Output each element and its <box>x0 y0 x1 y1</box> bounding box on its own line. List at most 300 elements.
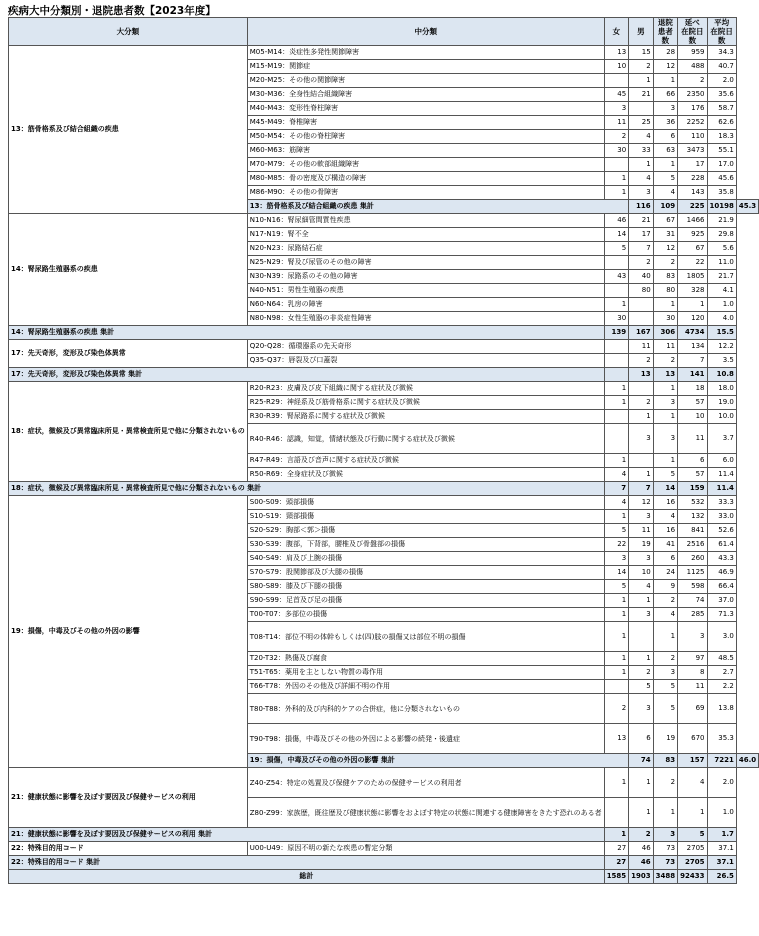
total-days-cell: 110 <box>678 130 707 144</box>
male-count-cell: 109 <box>653 200 677 214</box>
discharged-count-cell: 28 <box>653 46 677 60</box>
mid-category-cell: N25-N29：腎及び尿管のその他の障害 <box>247 256 604 270</box>
female-count-cell <box>604 74 628 88</box>
mid-category-cell: N10-N16：腎尿細管間質性疾患 <box>247 214 604 228</box>
male-count-cell: 3 <box>629 424 653 454</box>
total-days-cell: 598 <box>678 580 707 594</box>
male-count-cell: 1 <box>629 158 653 172</box>
total-days-cell: 4 <box>678 768 707 798</box>
average-days-cell: 10.8 <box>707 368 736 382</box>
female-count-cell: 22 <box>604 538 628 552</box>
female-count-cell: 1 <box>604 594 628 608</box>
male-count-cell: 17 <box>629 228 653 242</box>
female-count-cell <box>604 354 628 368</box>
male-count-cell: 33 <box>629 144 653 158</box>
total-days-cell: 69 <box>678 694 707 724</box>
average-days-cell: 71.3 <box>707 608 736 622</box>
average-days-cell: 37.0 <box>707 594 736 608</box>
average-days-cell: 11.4 <box>707 468 736 482</box>
average-days-cell: 33.3 <box>707 496 736 510</box>
major-category-cell: 21：健康状態に影響を及ぼす要因及び保健サービスの利用 <box>9 768 248 828</box>
female-count-cell: 116 <box>629 200 653 214</box>
mid-category-cell: R47-R49：言語及び音声に関する症状及び徴候 <box>247 454 604 468</box>
female-count-cell: 7 <box>604 482 628 496</box>
header-major-category: 大分類 <box>9 18 248 46</box>
male-count-cell: 46 <box>629 842 653 856</box>
subtotal-label: 21：健康状態に影響を及ぼす要因及び保健サービスの利用 集計 <box>9 828 605 842</box>
female-count-cell <box>604 680 628 694</box>
discharged-count-cell: 5 <box>653 694 677 724</box>
female-count-cell: 2 <box>604 130 628 144</box>
mid-category-cell: Q20-Q28：循環器系の先天奇形 <box>247 340 604 354</box>
table-row <box>9 214 759 228</box>
female-count-cell: 5 <box>604 242 628 256</box>
female-count-cell: 5 <box>604 580 628 594</box>
total-days-cell: 532 <box>678 496 707 510</box>
total-days-cell: 10198 <box>707 200 736 214</box>
average-days-cell: 55.1 <box>707 144 736 158</box>
mid-category-cell: Z80-Z99：家族歴，既往歴及び健康状態に影響をおよぼす特定の状態に関連する健康障害をきたす恐れのある者 <box>247 798 604 828</box>
discharged-count-cell: 31 <box>653 228 677 242</box>
total-days-cell: 8 <box>678 666 707 680</box>
female-count-cell: 1 <box>604 652 628 666</box>
female-count-cell: 1 <box>604 298 628 312</box>
total-days-cell: 2705 <box>678 856 707 870</box>
female-count-cell: 27 <box>604 856 628 870</box>
total-days-cell: 959 <box>678 46 707 60</box>
discharged-count-cell: 3488 <box>653 870 677 884</box>
total-days-cell: 2 <box>678 74 707 88</box>
header-row <box>9 18 759 46</box>
average-days-cell: 35.8 <box>707 186 736 200</box>
discharged-count-cell: 157 <box>678 754 707 768</box>
male-count-cell: 11 <box>629 340 653 354</box>
average-days-cell: 21.9 <box>707 214 736 228</box>
total-days-cell: 228 <box>678 172 707 186</box>
male-count-cell: 7 <box>629 482 653 496</box>
male-count-cell: 2 <box>629 354 653 368</box>
female-count-cell: 30 <box>604 312 628 326</box>
major-category-cell: 14：腎尿路生殖器系の疾患 <box>9 214 248 326</box>
mid-category-cell: M60-M63：筋障害 <box>247 144 604 158</box>
discharged-count-cell: 63 <box>653 144 677 158</box>
total-days-cell: 10 <box>678 410 707 424</box>
total-days-cell: 97 <box>678 652 707 666</box>
average-days-cell: 35.3 <box>707 724 736 754</box>
mid-category-cell: M40-M43：変形性脊柱障害 <box>247 102 604 116</box>
mid-category-cell: S30-S39：腹部，下背部，腰椎及び骨盤部の損傷 <box>247 538 604 552</box>
average-days-cell: 2.0 <box>707 768 736 798</box>
female-count-cell: 10 <box>604 60 628 74</box>
mid-category-cell: S80-S89：膝及び下腿の損傷 <box>247 580 604 594</box>
female-count-cell: 3 <box>604 102 628 116</box>
discharged-count-cell: 2 <box>653 354 677 368</box>
female-count-cell: 1585 <box>604 870 628 884</box>
average-days-cell: 37.1 <box>707 842 736 856</box>
total-days-cell: 17 <box>678 158 707 172</box>
average-days-cell: 1.7 <box>707 828 736 842</box>
discharged-count-cell: 2 <box>653 652 677 666</box>
average-days-cell: 26.5 <box>707 870 736 884</box>
total-days-cell: 176 <box>678 102 707 116</box>
average-days-cell: 35.6 <box>707 88 736 102</box>
average-days-cell: 61.4 <box>707 538 736 552</box>
discharged-count-cell: 3 <box>653 424 677 454</box>
average-days-cell: 13.8 <box>707 694 736 724</box>
female-count-cell <box>604 256 628 270</box>
female-count-cell: 13 <box>604 724 628 754</box>
total-days-cell: 57 <box>678 396 707 410</box>
average-days-cell: 66.4 <box>707 580 736 594</box>
total-days-cell: 3 <box>678 622 707 652</box>
total-days-cell: 57 <box>678 468 707 482</box>
female-count-cell: 27 <box>604 842 628 856</box>
total-days-cell: 67 <box>678 242 707 256</box>
total-days-cell: 7221 <box>707 754 736 768</box>
total-days-cell: 6 <box>678 454 707 468</box>
mid-category-cell: T66-T78：外因のその他及び詳細不明の作用 <box>247 680 604 694</box>
average-days-cell: 18.0 <box>707 382 736 396</box>
female-count-cell: 11 <box>604 116 628 130</box>
discharged-count-cell: 36 <box>653 116 677 130</box>
female-count-cell: 1 <box>604 828 628 842</box>
female-count-cell <box>604 424 628 454</box>
mid-category-cell: R20-R23：皮膚及び皮下組織に関する症状及び徴候 <box>247 382 604 396</box>
male-count-cell: 83 <box>653 754 677 768</box>
discharged-count-cell: 16 <box>653 496 677 510</box>
discharged-count-cell: 1 <box>653 158 677 172</box>
major-category-cell: 13：筋骨格系及び結合組織の疾患 <box>9 46 248 214</box>
average-days-cell: 10.0 <box>707 410 736 424</box>
female-count-cell: 5 <box>604 524 628 538</box>
mid-category-cell: R30-R39：腎尿路系に関する症状及び徴候 <box>247 410 604 424</box>
mid-category-cell: N60-N64：乳房の障害 <box>247 298 604 312</box>
male-count-cell <box>629 312 653 326</box>
total-days-cell: 141 <box>678 368 707 382</box>
male-count-cell: 4 <box>629 172 653 186</box>
average-days-cell: 33.0 <box>707 510 736 524</box>
average-days-cell: 62.6 <box>707 116 736 130</box>
average-days-cell: 45.3 <box>736 200 758 214</box>
discharged-count-cell: 16 <box>653 524 677 538</box>
average-days-cell: 2.0 <box>707 74 736 88</box>
average-days-cell: 18.3 <box>707 130 736 144</box>
female-count-cell: 45 <box>604 88 628 102</box>
female-count-cell: 1 <box>604 608 628 622</box>
female-count-cell: 14 <box>604 228 628 242</box>
discharged-count-cell: 3 <box>653 666 677 680</box>
male-count-cell <box>629 382 653 396</box>
major-category-cell: 22：特殊目的用コード <box>9 842 248 856</box>
male-count-cell: 3 <box>629 608 653 622</box>
mid-category-cell: T00-T07：多部位の損傷 <box>247 608 604 622</box>
mid-category-cell: Q35-Q37：唇裂及び口蓋裂 <box>247 354 604 368</box>
discharged-count-cell: 306 <box>653 326 677 340</box>
male-count-cell: 2 <box>629 396 653 410</box>
subtotal-label: 13：筋骨格系及び結合組織の疾患 集計 <box>247 200 628 214</box>
average-days-cell: 43.3 <box>707 552 736 566</box>
total-days-cell: 134 <box>678 340 707 354</box>
average-days-cell: 11.0 <box>707 256 736 270</box>
total-days-cell: 1466 <box>678 214 707 228</box>
mid-category-cell: M20-M25：その他の関節障害 <box>247 74 604 88</box>
average-days-cell: 34.3 <box>707 46 736 60</box>
female-count-cell: 2 <box>604 694 628 724</box>
discharged-count-cell: 3 <box>653 828 677 842</box>
mid-category-cell: T51-T65：薬用を主としない物質の毒作用 <box>247 666 604 680</box>
female-count-cell: 1 <box>604 666 628 680</box>
discharged-count-cell: 1 <box>653 410 677 424</box>
subtotal-label: 17：先天奇形，変形及び染色体異常 集計 <box>9 368 605 382</box>
total-days-cell: 925 <box>678 228 707 242</box>
average-days-cell: 5.6 <box>707 242 736 256</box>
discharged-count-cell: 1 <box>653 382 677 396</box>
mid-category-cell: N40-N51：男性生殖器の疾患 <box>247 284 604 298</box>
female-count-cell: 139 <box>604 326 628 340</box>
male-count-cell: 5 <box>629 680 653 694</box>
male-count-cell <box>629 102 653 116</box>
mid-category-cell: M50-M54：その他の脊柱障害 <box>247 130 604 144</box>
total-days-cell: 132 <box>678 510 707 524</box>
subtotal-row <box>9 368 759 382</box>
average-days-cell: 11.4 <box>707 482 736 496</box>
discharged-count-cell: 80 <box>653 284 677 298</box>
discharge-table <box>8 17 759 884</box>
total-days-cell: 1805 <box>678 270 707 284</box>
mid-category-cell: M05-M14：炎症性多発性関節障害 <box>247 46 604 60</box>
male-count-cell: 7 <box>629 242 653 256</box>
discharged-count-cell: 3 <box>653 396 677 410</box>
mid-category-cell: U00-U49：原因不明の新たな疾患の暫定分類 <box>247 842 604 856</box>
male-count-cell <box>629 298 653 312</box>
table-row <box>9 340 759 354</box>
total-days-cell: 2350 <box>678 88 707 102</box>
total-days-cell: 3473 <box>678 144 707 158</box>
female-count-cell: 74 <box>629 754 653 768</box>
female-count-cell <box>604 284 628 298</box>
discharged-count-cell: 2 <box>653 256 677 270</box>
male-count-cell: 1903 <box>629 870 653 884</box>
mid-category-cell: R25-R29：神経系及び筋骨格系に関する症状及び徴候 <box>247 396 604 410</box>
male-count-cell <box>629 622 653 652</box>
total-days-cell: 285 <box>678 608 707 622</box>
average-days-cell: 2.2 <box>707 680 736 694</box>
mid-category-cell: T20-T32：熱傷及び腐食 <box>247 652 604 666</box>
discharged-count-cell: 11 <box>653 340 677 354</box>
male-count-cell: 4 <box>629 580 653 594</box>
female-count-cell: 1 <box>604 768 628 798</box>
male-count-cell: 3 <box>629 694 653 724</box>
total-days-cell: 159 <box>678 482 707 496</box>
header-average-days: 平均 在院日数 <box>707 18 736 46</box>
female-count-cell <box>604 340 628 354</box>
total-days-cell: 22 <box>678 256 707 270</box>
male-count-cell: 2 <box>629 666 653 680</box>
male-count-cell: 46 <box>629 856 653 870</box>
discharged-count-cell: 12 <box>653 60 677 74</box>
average-days-cell: 37.1 <box>707 856 736 870</box>
male-count-cell: 2 <box>629 256 653 270</box>
average-days-cell: 15.5 <box>707 326 736 340</box>
mid-category-cell: S10-S19：頸部損傷 <box>247 510 604 524</box>
discharged-count-cell: 6 <box>653 130 677 144</box>
discharged-count-cell: 67 <box>653 214 677 228</box>
male-count-cell: 1 <box>629 798 653 828</box>
mid-category-cell: M30-M36：全身性結合組織障害 <box>247 88 604 102</box>
major-category-cell: 18：症状，徴候及び異常臨床所見・異常検査所見で他に分類されないもの <box>9 382 248 482</box>
mid-category-cell: M15-M19：関節症 <box>247 60 604 74</box>
average-days-cell: 12.2 <box>707 340 736 354</box>
mid-category-cell: S00-S09：頭部損傷 <box>247 496 604 510</box>
discharged-count-cell: 2 <box>653 768 677 798</box>
female-count-cell: 1 <box>604 510 628 524</box>
discharged-count-cell: 3 <box>653 102 677 116</box>
header-female: 女 <box>604 18 628 46</box>
male-count-cell: 3 <box>629 552 653 566</box>
male-count-cell: 1 <box>629 768 653 798</box>
total-days-cell: 11 <box>678 680 707 694</box>
total-days-cell: 143 <box>678 186 707 200</box>
average-days-cell: 6.0 <box>707 454 736 468</box>
male-count-cell: 1 <box>629 410 653 424</box>
total-days-cell: 841 <box>678 524 707 538</box>
mid-category-cell: N17-N19：腎不全 <box>247 228 604 242</box>
total-days-cell: 7 <box>678 354 707 368</box>
male-count-cell: 13 <box>629 368 653 382</box>
mid-category-cell: S20-S29：胸部＜郭＞損傷 <box>247 524 604 538</box>
header-mid-category: 中分類 <box>247 18 604 46</box>
male-count-cell: 2 <box>629 828 653 842</box>
female-count-cell: 1 <box>604 382 628 396</box>
discharged-count-cell: 14 <box>653 482 677 496</box>
discharged-count-cell: 1 <box>653 798 677 828</box>
mid-category-cell: S90-S99：足首及び足の損傷 <box>247 594 604 608</box>
header-discharged: 退院 患者数 <box>653 18 677 46</box>
discharged-count-cell: 30 <box>653 312 677 326</box>
mid-category-cell: T80-T88：外科的及び内科的ケアの合併症，他に分類されないもの <box>247 694 604 724</box>
male-count-cell: 40 <box>629 270 653 284</box>
average-days-cell: 58.7 <box>707 102 736 116</box>
male-count-cell: 1 <box>629 468 653 482</box>
discharged-count-cell: 19 <box>653 724 677 754</box>
average-days-cell: 46.0 <box>736 754 758 768</box>
subtotal-label: 14：腎尿路生殖器系の疾患 集計 <box>9 326 605 340</box>
header-total-days: 延べ 在院日数 <box>678 18 707 46</box>
discharged-count-cell: 1 <box>653 454 677 468</box>
mid-category-cell: S70-S79：股関節部及び大腿の損傷 <box>247 566 604 580</box>
male-count-cell: 1 <box>629 74 653 88</box>
major-category-cell: 17：先天奇形，変形及び染色体異常 <box>9 340 248 368</box>
female-count-cell: 1 <box>604 172 628 186</box>
discharged-count-cell: 12 <box>653 242 677 256</box>
table-row <box>9 382 759 396</box>
discharged-count-cell: 66 <box>653 88 677 102</box>
mid-category-cell: Z40-Z54：特定の処置及び保健ケアのための保健サービスの利用者 <box>247 768 604 798</box>
average-days-cell: 45.6 <box>707 172 736 186</box>
mid-category-cell: M70-M79：その他の軟部組織障害 <box>247 158 604 172</box>
average-days-cell: 19.0 <box>707 396 736 410</box>
average-days-cell: 17.0 <box>707 158 736 172</box>
mid-category-cell: N80-N98：女性生殖器の非炎症性障害 <box>247 312 604 326</box>
female-count-cell <box>604 410 628 424</box>
male-count-cell: 19 <box>629 538 653 552</box>
male-count-cell: 3 <box>629 510 653 524</box>
male-count-cell: 21 <box>629 214 653 228</box>
male-count-cell <box>629 454 653 468</box>
mid-category-cell: M45-M49：脊椎障害 <box>247 116 604 130</box>
table-body <box>9 46 759 884</box>
male-count-cell: 11 <box>629 524 653 538</box>
male-count-cell: 3 <box>629 186 653 200</box>
total-days-cell: 670 <box>678 724 707 754</box>
average-days-cell: 3.7 <box>707 424 736 454</box>
subtotal-row <box>9 326 759 340</box>
discharged-count-cell: 73 <box>653 842 677 856</box>
total-days-cell: 5 <box>678 828 707 842</box>
female-count-cell: 4 <box>604 468 628 482</box>
table-row <box>9 496 759 510</box>
female-count-cell: 4 <box>604 496 628 510</box>
male-count-cell: 80 <box>629 284 653 298</box>
discharged-count-cell: 6 <box>653 552 677 566</box>
discharged-count-cell: 5 <box>653 172 677 186</box>
mid-category-cell: S40-S49：肩及び上腕の損傷 <box>247 552 604 566</box>
female-count-cell: 14 <box>604 566 628 580</box>
discharged-count-cell: 2 <box>653 594 677 608</box>
average-days-cell: 1.0 <box>707 298 736 312</box>
total-days-cell: 2516 <box>678 538 707 552</box>
average-days-cell: 3.0 <box>707 622 736 652</box>
male-count-cell: 1 <box>629 652 653 666</box>
total-days-cell: 4734 <box>678 326 707 340</box>
discharged-count-cell: 73 <box>653 856 677 870</box>
discharged-count-cell: 4 <box>653 186 677 200</box>
average-days-cell: 40.7 <box>707 60 736 74</box>
subtotal-row <box>9 856 759 870</box>
total-days-cell: 74 <box>678 594 707 608</box>
subtotal-row <box>9 482 759 496</box>
major-category-cell: 19：損傷，中毒及びその他の外因の影響 <box>9 496 248 768</box>
female-count-cell: 13 <box>604 46 628 60</box>
mid-category-cell: N30-N39：尿路系のその他の障害 <box>247 270 604 284</box>
discharged-count-cell: 41 <box>653 538 677 552</box>
discharged-count-cell: 5 <box>653 680 677 694</box>
discharged-count-cell: 9 <box>653 580 677 594</box>
male-count-cell: 167 <box>629 326 653 340</box>
total-days-cell: 120 <box>678 312 707 326</box>
total-days-cell: 92433 <box>678 870 707 884</box>
discharged-count-cell: 13 <box>653 368 677 382</box>
average-days-cell: 46.9 <box>707 566 736 580</box>
female-count-cell: 30 <box>604 144 628 158</box>
subtotal-label: 19：損傷，中毒及びその他の外因の影響 集計 <box>247 754 628 768</box>
male-count-cell: 1 <box>629 594 653 608</box>
average-days-cell: 1.0 <box>707 798 736 828</box>
female-count-cell: 43 <box>604 270 628 284</box>
subtotal-row <box>9 828 759 842</box>
male-count-cell: 10 <box>629 566 653 580</box>
discharged-count-cell: 225 <box>678 200 707 214</box>
average-days-cell: 4.1 <box>707 284 736 298</box>
mid-category-cell: R50-R69：全身症状及び徴候 <box>247 468 604 482</box>
average-days-cell: 2.7 <box>707 666 736 680</box>
average-days-cell: 4.0 <box>707 312 736 326</box>
discharged-count-cell: 1 <box>653 622 677 652</box>
average-days-cell: 48.5 <box>707 652 736 666</box>
female-count-cell: 46 <box>604 214 628 228</box>
discharged-count-cell: 1 <box>653 74 677 88</box>
discharged-count-cell: 4 <box>653 510 677 524</box>
